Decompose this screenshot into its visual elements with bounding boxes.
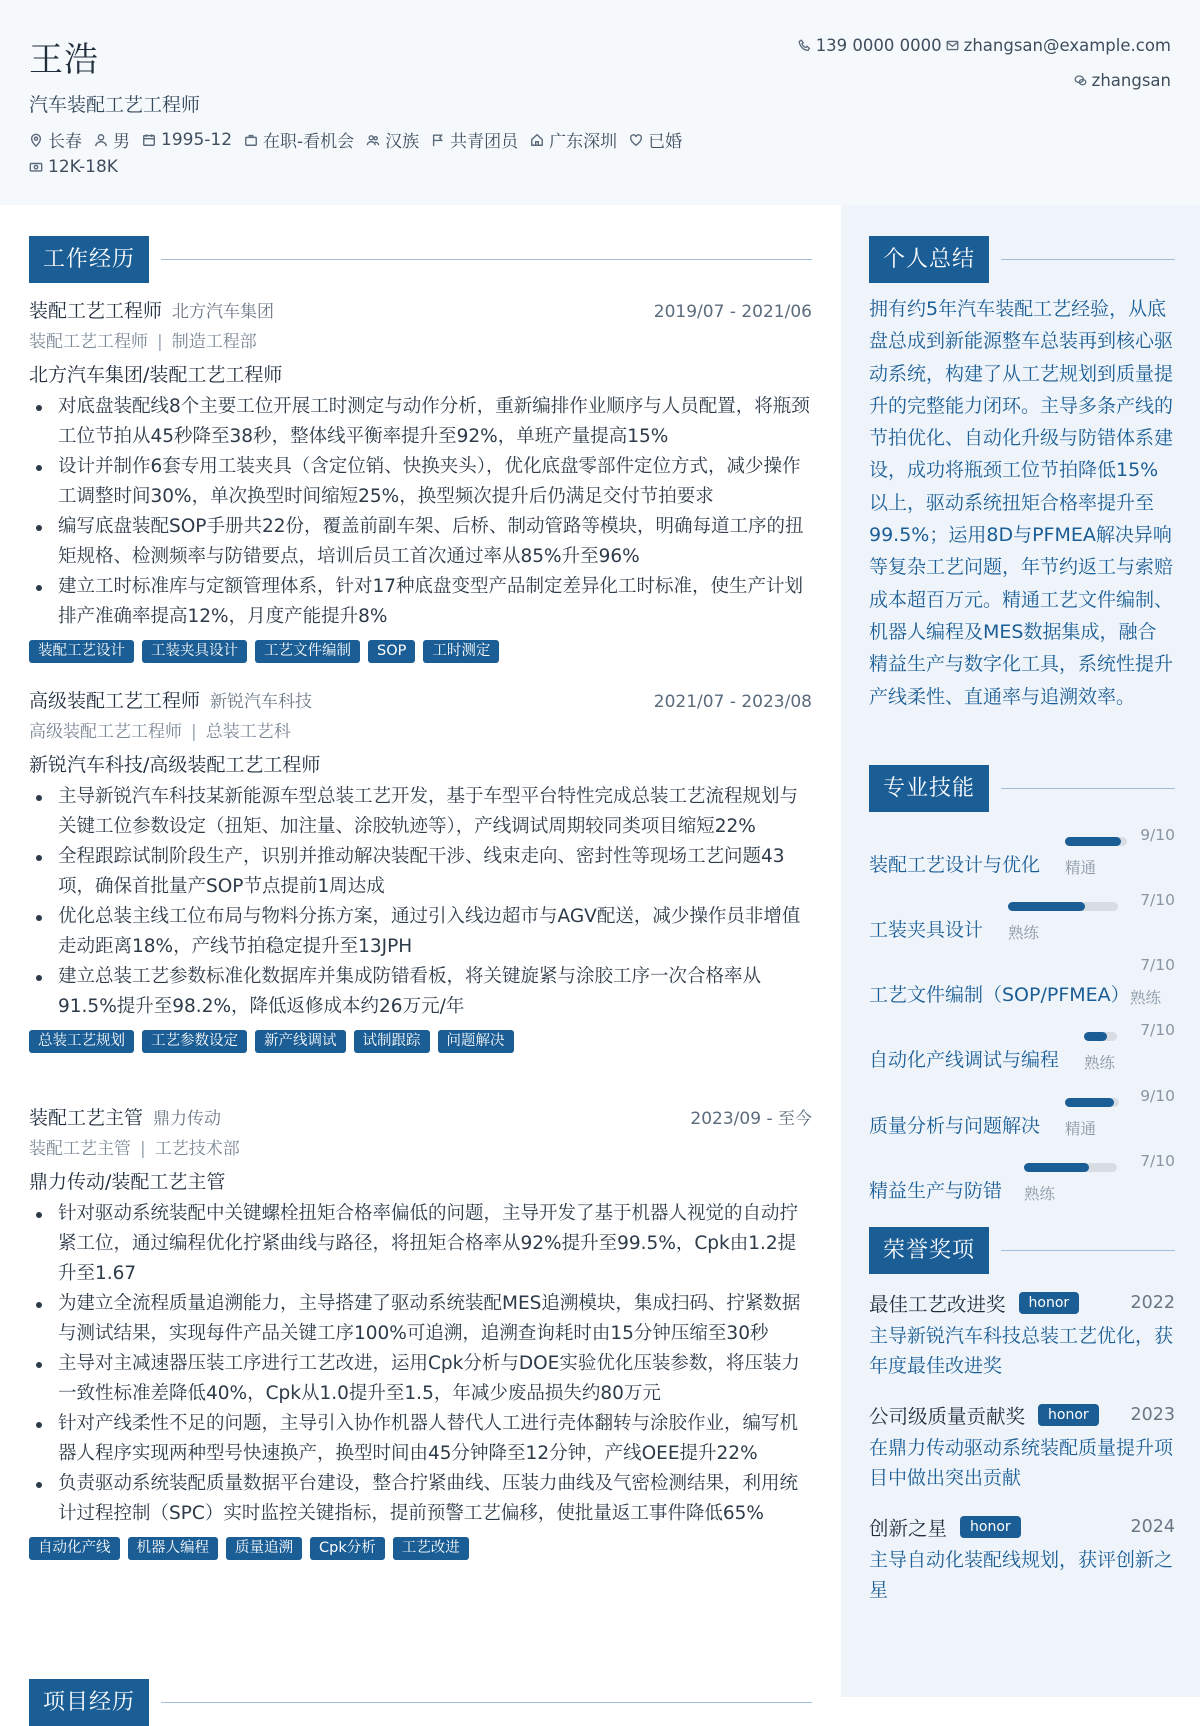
skill-bar-fill: [1084, 1032, 1107, 1041]
job-position-dept: 装配工艺主管 | 工艺技术部: [29, 1139, 240, 1159]
skill-name: 质量分析与问题解决: [869, 1115, 1041, 1137]
resume-header: [0, 0, 1200, 205]
skill-name: 工艺文件编制（SOP/PFMEA）: [869, 984, 1130, 1006]
skill-score: 9/10: [1140, 826, 1175, 844]
job-company: 北方汽车集团: [172, 302, 275, 322]
info-politics: 共青团员: [431, 127, 518, 152]
job-tags: [29, 1537, 812, 1560]
wechat-icon: [1074, 74, 1087, 87]
skill-level: 熟练: [1008, 924, 1040, 942]
job-date: 2021/07 - 2023/08: [653, 692, 812, 712]
honor-item: [869, 1400, 1175, 1493]
job-date: 2023/09 - 至今: [690, 1109, 812, 1129]
money-icon: [29, 160, 43, 174]
skill-score: 7/10: [1140, 1021, 1175, 1039]
list-item: 全程跟踪试制阶段生产，识别并推动解决装配干涉、线束走向、密封性等现场工艺问题43项，确保首批量产SOP节点提前1周达成: [29, 842, 812, 902]
info-birth: 1995-12: [142, 130, 232, 150]
skill-tag: 装配工艺设计: [29, 640, 134, 663]
honor-desc: 在鼎力传动驱动系统装配质量提升项目中做出突出贡献: [869, 1437, 1174, 1489]
skill-tag: 工艺参数设定: [142, 1030, 247, 1053]
honor-item: [869, 1288, 1175, 1381]
section-divider: [161, 1702, 812, 1703]
info-ethnicity: 汉族: [366, 127, 419, 152]
section-divider: [1001, 259, 1175, 260]
list-item: 建立工时标准库与定额管理体系，针对17种底盘变型产品制定差异化工时标准，使生产计划排产准确率提高12%，月度产能提升8%: [29, 572, 812, 632]
job-role: 高级装配工艺工程师: [29, 690, 201, 712]
job-date: 2019/07 - 2021/06: [653, 302, 812, 322]
projects-section-title: 项目经历: [29, 1679, 149, 1726]
person-icon: [94, 133, 108, 147]
honor-item: [869, 1512, 1175, 1605]
honor-year: 2022: [1130, 1293, 1175, 1313]
list-item: 针对产线柔性不足的问题，主导引入协作机器人替代人工进行壳体翻转与涂胶作业，编写机器人程序实现两种型号快速换产，换型时间由45分钟降至12分钟，产线OEE提升22%: [29, 1409, 812, 1469]
skill-tag: SOP: [368, 640, 415, 663]
skill-bar-fill: [1008, 902, 1085, 911]
skill-bar-fill: [1065, 837, 1121, 846]
home-icon: [530, 133, 544, 147]
skill-score: 7/10: [1140, 1152, 1175, 1170]
flag-icon: [431, 133, 445, 147]
briefcase-icon: [244, 133, 258, 147]
list-item: 设计并制作6套专用工装夹具（含定位销、快换夹头），优化底盘零部件定位方式，减少操作工调整时间30%，单次换型时间缩短25%，换型频次提升后仍满足交付节拍要求: [29, 452, 812, 512]
skill-bar: [1084, 1032, 1117, 1041]
honor-title: 创新之星: [869, 1517, 948, 1540]
job-entry: [29, 686, 812, 1053]
projects-section-header: [29, 1679, 812, 1726]
skill-item: [869, 891, 1175, 951]
list-item: 编写底盘装配SOP手册共22份，覆盖前副车架、后桥、制动管路等模块，明确每道工序的扭矩规格、检测频率与防错要点，培训后员工首次通过率从85%升至96%: [29, 512, 812, 572]
skill-bar: [1008, 902, 1118, 911]
skill-tag: 质量追溯: [226, 1537, 302, 1560]
skill-score: 7/10: [1140, 956, 1175, 974]
skill-level: 熟练: [1024, 1185, 1056, 1203]
job-role: 装配工艺工程师: [29, 300, 163, 322]
job-bullets: [29, 392, 812, 632]
honor-year: 2024: [1130, 1517, 1175, 1537]
job-entry: [29, 296, 812, 663]
job-entry: [29, 1103, 812, 1560]
honor-title: 公司级质量贡献奖: [869, 1405, 1026, 1428]
info-hometown: 广东深圳: [530, 127, 617, 152]
honors-section-title: 荣誉奖项: [869, 1227, 989, 1274]
list-item: 负责驱动系统装配质量数据平台建设，整合拧紧曲线、压装力曲线及气密检测结果，利用统计过程控制（SPC）实时监控关键指标，提前预警工艺偏移，使批量返工事件降低65%: [29, 1469, 812, 1529]
honor-desc: 主导新锐汽车科技总装工艺优化，获年度最佳改进奖: [869, 1325, 1174, 1377]
salary-row: [29, 157, 130, 177]
work-section-title: 工作经历: [29, 236, 149, 283]
job-company-role: 鼎力传动/装配工艺主管: [29, 1171, 226, 1193]
calendar-icon: [142, 133, 156, 147]
phone-number[interactable]: 139 0000 0000: [815, 35, 942, 55]
skills-section-header: [869, 765, 1175, 812]
list-item: 主导新锐汽车科技某新能源车型总装工艺开发，基于车型平台特性完成总装工艺流程规划与关键工位参数设定（扭矩、加注量、涂胶轨迹等），产线调试周期较同类项目缩短22%: [29, 782, 812, 842]
skill-item: [869, 956, 1175, 1016]
honor-badge: honor: [960, 1516, 1021, 1538]
heart-icon: [629, 133, 643, 147]
job-bullets: [29, 1199, 812, 1529]
skill-bar-fill: [1065, 1098, 1114, 1107]
phone-icon: [798, 39, 811, 52]
candidate-name: 王浩: [29, 40, 99, 80]
skill-bar: [1024, 1163, 1117, 1172]
summary-section-title: 个人总结: [869, 236, 989, 283]
skill-tag: 问题解决: [438, 1030, 514, 1053]
wechat-id[interactable]: zhangsan: [1091, 70, 1171, 90]
job-company: 鼎力传动: [153, 1109, 222, 1129]
skill-score: 7/10: [1140, 891, 1175, 909]
job-company-role: 北方汽车集团/装配工艺工程师: [29, 364, 283, 386]
info-gender: 男: [94, 127, 130, 152]
summary-text: 拥有约5年汽车装配工艺经验，从底盘总成到新能源整车总装再到核心驱动系统，构建了从工艺规划到质量提升的完整能力闭环。主导多条产线的节拍优化、自动化升级与防错体系建设，成功将瓶颈工位节拍降低15%以上，驱动系统扭矩合格率提升至99.5%；运用8D与PFMEA解决异响等复杂工艺问题，年节约返工与索赔成本超百万元。精通工艺文件编制、机器人编程及MES数据集成，融合精益生产与数字化工具，系统性提升产线柔性、直通率与追溯效率。: [869, 298, 1174, 708]
job-tags: [29, 640, 812, 663]
info-location: 长春: [29, 127, 82, 152]
skill-tag: 工艺改进: [393, 1537, 469, 1560]
info-status: 在职-看机会: [244, 127, 354, 152]
info-salary: 12K-18K: [29, 157, 118, 177]
list-item: 优化总装主线工位布局与物料分拣方案，通过引入线边超市与AGV配送，减少操作员非增值走动距离18%，产线节拍稳定提升至13JPH: [29, 902, 812, 962]
location-icon: [29, 133, 43, 147]
group-icon: [366, 133, 380, 147]
info-marital: 已婚: [629, 127, 682, 152]
skill-tag: 自动化产线: [29, 1537, 120, 1560]
skill-bar: [1065, 837, 1127, 846]
skill-tag: 新产线调试: [255, 1030, 346, 1053]
skill-tag: 机器人编程: [128, 1537, 219, 1560]
skill-tag: 工时测定: [423, 640, 499, 663]
skill-level: 熟练: [1084, 1054, 1116, 1072]
skill-tag: 总装工艺规划: [29, 1030, 134, 1053]
job-company: 新锐汽车科技: [210, 692, 313, 712]
email-address[interactable]: zhangsan@example.com: [963, 35, 1171, 55]
contact-info: [794, 34, 1171, 91]
skill-level: 精通: [1065, 1120, 1097, 1138]
honor-badge: honor: [1038, 1404, 1099, 1426]
section-divider: [1001, 788, 1175, 789]
section-divider: [161, 259, 812, 260]
skill-item: [869, 1021, 1175, 1081]
skill-level: 精通: [1065, 859, 1097, 877]
honor-badge: honor: [1019, 1292, 1080, 1314]
skill-tag: Cpk分析: [310, 1537, 385, 1560]
skill-tag: 工艺文件编制: [255, 640, 360, 663]
skill-item: [869, 826, 1175, 886]
work-section-header: [29, 236, 812, 283]
mail-icon: [946, 39, 959, 52]
job-position-dept: 高级装配工艺工程师 | 总装工艺科: [29, 722, 291, 742]
skill-name: 精益生产与防错: [869, 1180, 1003, 1202]
list-item: 对底盘装配线8个主要工位开展工时测定与动作分析，重新编排作业顺序与人员配置，将瓶颈工位节拍从45秒降至38秒，整体线平衡率提升至92%，单班产量提高15%: [29, 392, 812, 452]
job-position-dept: 装配工艺工程师 | 制造工程部: [29, 332, 257, 352]
skill-item: [869, 1152, 1175, 1212]
skill-bar: [1065, 1098, 1119, 1107]
skill-level: 熟练: [1129, 989, 1161, 1007]
skills-section-title: 专业技能: [869, 765, 989, 812]
candidate-title: 汽车装配工艺工程师: [29, 94, 201, 116]
skill-tag: 试制跟踪: [354, 1030, 430, 1053]
skill-name: 装配工艺设计与优化: [869, 854, 1041, 876]
personal-info-row: [29, 127, 694, 152]
skill-name: 自动化产线调试与编程: [869, 1049, 1060, 1071]
honor-title: 最佳工艺改进奖: [869, 1293, 1006, 1316]
skill-score: 9/10: [1140, 1087, 1175, 1105]
list-item: 为建立全流程质量追溯能力，主导搭建了驱动系统装配MES追溯模块，集成扫码、拧紧数据与测试结果，实现每件产品关键工序100%可追溯，追溯查询耗时由15分钟压缩至30秒: [29, 1289, 812, 1349]
section-divider: [1001, 1250, 1175, 1251]
summary-section-header: [869, 236, 1175, 283]
honor-desc: 主导自动化装配线规划，获评创新之星: [869, 1549, 1174, 1601]
list-item: 主导对主减速器压装工序进行工艺改进，运用Cpk分析与DOE实验优化压装参数，将压装力一致性标准差降低40%，Cpk从1.0提升至1.5，年减少废品损失约80万元: [29, 1349, 812, 1409]
skill-item: [869, 1087, 1175, 1147]
job-tags: [29, 1030, 812, 1053]
list-item: 针对驱动系统装配中关键螺栓扭矩合格率偏低的问题，主导开发了基于机器人视觉的自动拧紧工位，通过编程优化拧紧曲线与路径，将扭矩合格率从92%提升至99.5%，Cpk由1.2提升至1.67: [29, 1199, 812, 1289]
job-role: 装配工艺主管: [29, 1107, 144, 1129]
skill-tag: 工装夹具设计: [142, 640, 247, 663]
job-company-role: 新锐汽车科技/高级装配工艺工程师: [29, 754, 321, 776]
skill-bar-fill: [1024, 1163, 1089, 1172]
job-bullets: [29, 782, 812, 1022]
skill-name: 工装夹具设计: [869, 919, 984, 941]
list-item: 建立总装工艺参数标准化数据库并集成防错看板，将关键旋紧与涂胶工序一次合格率从91.5%提升至98.2%，降低返修成本约26万元/年: [29, 962, 812, 1022]
honor-year: 2023: [1130, 1405, 1175, 1425]
honors-section-header: [869, 1227, 1175, 1274]
